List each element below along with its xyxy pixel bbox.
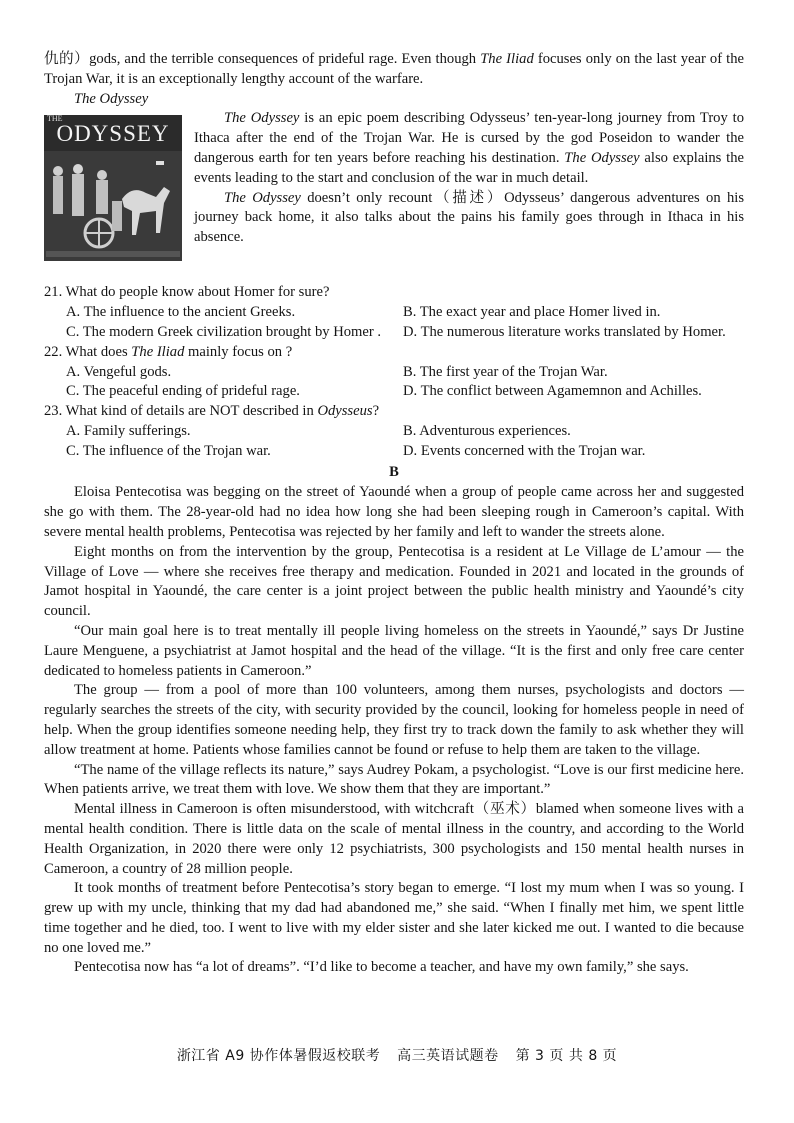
footer-page-number: 第 3 页 共 8 页 (515, 1048, 618, 1064)
passage-paragraph: Eloisa Pentecotisa was begging on the street of Yaoundé when a group of people came across her and suggested she go with them. The 28-year-old had no idea how long she had been sleeping rough in Cameroon’s capital. With severe mental health problems, Pentecotisa was rejected by her family and left to wander the streets alone. (44, 484, 744, 540)
odyssey-paragraph-1: The Odyssey is an epic poem describing Odysseus’ ten-year-long journey from Troy to Ithaca after the end of the Trojan War. He is cursed by the god Poseidon to wander the dangerous earth for ten years before reaching his destination. The Odyssey also explains the events leading to the start and conclusion of the war in much detail. (194, 110, 745, 186)
option-c: C. The influence of the Trojan war. (66, 442, 271, 459)
question-stem: 21. What do people know about Homer for sure? (44, 284, 330, 301)
question-stem: 23. What kind of details are NOT described in Odysseus? (44, 403, 380, 420)
option-b: B. The first year of the Trojan War. (403, 363, 608, 380)
iliad-continuation: 仇的）gods, and the terrible consequences of prideful rage. Even though The Iliad focuses only on the last year of the Trojan War, it is an exceptionally lengthy account of the warfare. (44, 51, 745, 87)
passage-paragraph: Mental illness in Cameroon is often misunderstood, with witchcraft（巫术）blamed when someone lives with a mental health condition. There is little data on the scale of mental illness in the country, and according to the World Health Organization, in 2020 there were only 12 psychiatrists, 300 psychologists and 150 mental health nurses in Cameroon, a country of 28 million people. (44, 801, 744, 877)
odyssey-heading: The Odyssey (74, 90, 149, 107)
passage-paragraph: Pentecotisa now has “a lot of dreams”. “I’d like to become a teacher, and have my own family,” she says. (74, 959, 689, 976)
footer-exam-name: 浙江省 A9 协作体暑假返校联考 (176, 1048, 381, 1064)
passage-paragraph: Eight months on from the intervention by the group, Pentecotisa is a resident at Le Village de L’amour — the Village of Love — where she receives free therapy and medication. Founded in 2021 and located in the grounds of Jamot hospital in Yaoundé, the care center is a joint project between the public health ministry and Yaoundé’s city council. (44, 543, 744, 620)
option-a: A. Vengeful gods. (66, 363, 172, 380)
odyssey-section (44, 109, 744, 283)
odyssey-paragraph-2: The Odyssey doesn’t only recount（描述）Odysseus’ dangerous adventures on his journey back home, it also talks about the pains his family goes through in Ithaca in his absence. (194, 189, 744, 246)
footer-paper-name: 高三英语试题卷 (397, 1048, 499, 1064)
question-21 (44, 283, 744, 342)
option-c: C. The peaceful ending of prideful rage. (66, 383, 300, 400)
section-b-label: B (389, 463, 399, 480)
option-a: A. The influence to the ancient Greeks. (66, 304, 296, 321)
option-d: D. Events concerned with the Trojan war. (403, 442, 646, 459)
option-c: C. The modern Greek civilization brought by Homer . (66, 323, 382, 340)
question-23 (44, 402, 744, 461)
option-b: B. The exact year and place Homer lived in. (403, 304, 661, 321)
passage-paragraph: It took months of treatment before Pentecotisa’s story began to emerge. “I lost my mum when I was so young. I grew up with my uncle, thinking that my dad had abandoned me,” she said. “When I finally met him, we spent little time together and he died, too. I went to live with my elder sister and she later kicked me out. I wanted to die because no one loved me.” (44, 880, 744, 956)
odyssey-book-cover (44, 115, 182, 261)
option-b: B. Adventurous experiences. (403, 422, 571, 439)
option-d: D. The numerous literature works translated by Homer. (403, 323, 726, 340)
exam-page (44, 50, 744, 978)
passage-paragraph: The group — from a pool of more than 100 volunteers, among them nurses, psychologists and doctors — regularly searches the streets of the city, with security provided by the council, looking for homeless people in need of help. When the group identifies someone needing help, they first try to track down the family to ask whether they will allow treatment at home. Patients whose families cannot be found or refuse to help them are taken to the village. (44, 682, 744, 758)
question-stem: 22. What does The Iliad mainly focus on ? (44, 343, 293, 360)
option-d: D. The conflict between Agamemnon and Achilles. (403, 383, 702, 400)
passage-b (44, 483, 744, 978)
odyssey-text (194, 109, 744, 248)
page-footer (0, 1047, 794, 1067)
cover-small-text: THE (47, 114, 63, 124)
passage-paragraph: “The name of the village reflects its nature,” says Audrey Pokam, a psychologist. “Love is our first medicine here. When patients arrive, we treat them with love. We show them that they are important.” (44, 761, 744, 798)
cover-title: ODYSSEY (56, 121, 170, 147)
passage-paragraph: “Our main goal here is to treat mentally ill people living homeless on the streets in Yaoundé,” says Dr Justine Laure Menguene, a psychiatrist at Jamot hospital and the head of the village. “It is the first and only free care center dedicated to homeless patients in Cameroon.” (44, 622, 744, 679)
question-22 (44, 343, 744, 402)
option-a: A. Family sufferings. (66, 422, 191, 439)
